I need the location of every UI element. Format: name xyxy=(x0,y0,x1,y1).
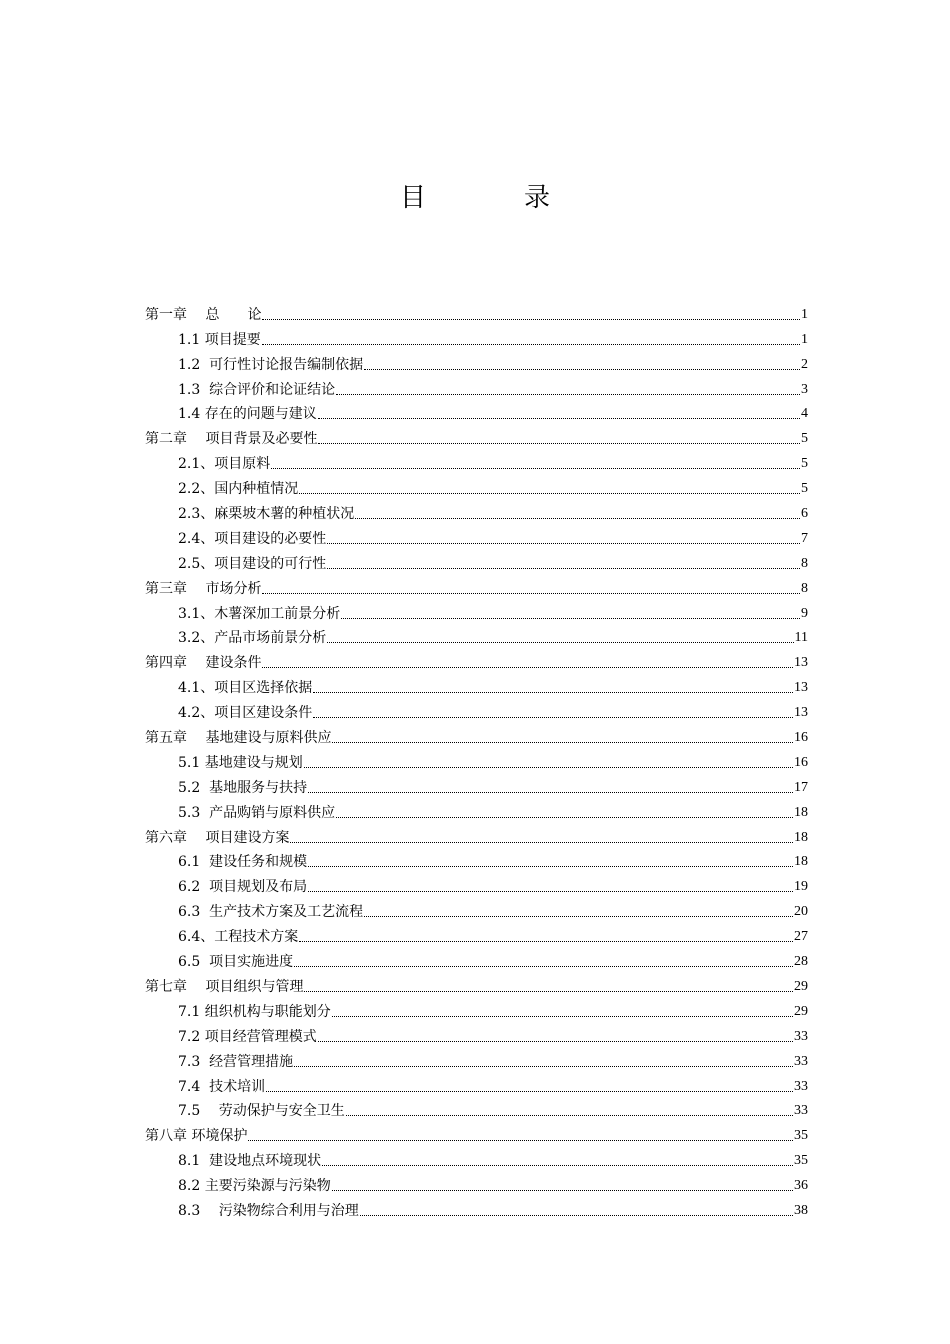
toc-section-entry[interactable] xyxy=(145,399,808,424)
toc-section-entry[interactable] xyxy=(145,797,808,822)
toc-page-number: 1 xyxy=(801,331,808,347)
toc-page-number: 2 xyxy=(801,356,808,372)
toc-entry-label: 5.1 基地建设与规划 xyxy=(178,754,303,771)
dot-leader xyxy=(346,1114,793,1116)
table-of-contents xyxy=(145,299,808,1220)
toc-section-entry[interactable] xyxy=(145,523,808,548)
toc-page-number: 35 xyxy=(794,1128,808,1144)
toc-entry-label: 2.3、麻栗坡木薯的种植状况 xyxy=(178,506,355,523)
toc-entry-label: 2.4、项目建设的必要性 xyxy=(178,530,327,547)
toc-entry-label: 4.2、项目区建设条件 xyxy=(178,705,313,722)
toc-page-number: 7 xyxy=(801,530,808,546)
toc-section-entry[interactable] xyxy=(145,1145,808,1170)
dot-leader xyxy=(304,990,793,992)
dot-leader xyxy=(336,816,793,818)
toc-entry-label: 第八章 环境保护 xyxy=(145,1128,248,1145)
toc-entry-label: 5.2 基地服务与扶持 xyxy=(178,779,308,796)
toc-chapter-entry[interactable] xyxy=(145,971,808,996)
toc-page-number: 8 xyxy=(801,580,808,596)
dot-leader xyxy=(327,641,793,643)
toc-entry-label: 1.1 项目提要 xyxy=(178,331,261,348)
dot-leader xyxy=(299,940,793,942)
toc-entry-label: 8.2 主要污染源与污染物 xyxy=(178,1178,331,1195)
dot-leader xyxy=(262,343,800,345)
dot-leader xyxy=(308,791,793,793)
dot-leader xyxy=(266,1090,793,1092)
toc-entry-label: 2.2、国内种植情况 xyxy=(178,481,299,498)
toc-entry-label: 6.4、工程技术方案 xyxy=(178,929,299,946)
toc-page-number: 5 xyxy=(801,431,808,447)
page-title: 目 录 xyxy=(399,183,586,213)
toc-section-entry[interactable] xyxy=(145,324,808,349)
toc-page-number: 4 xyxy=(801,406,808,422)
dot-leader xyxy=(262,318,800,320)
toc-entry-label: 第五章 基地建设与原料供应 xyxy=(145,730,332,747)
toc-section-entry[interactable] xyxy=(145,1096,808,1121)
dot-leader xyxy=(360,1214,793,1216)
toc-section-entry[interactable] xyxy=(145,896,808,921)
dot-leader xyxy=(322,1164,793,1166)
dot-leader xyxy=(299,492,800,494)
toc-page-number: 13 xyxy=(794,655,808,671)
dot-leader xyxy=(336,393,800,395)
toc-entry-label: 2.1、项目原料 xyxy=(178,456,271,473)
dot-leader xyxy=(304,766,793,768)
dot-leader xyxy=(271,467,800,469)
toc-entry-label: 3.1、木薯深加工前景分析 xyxy=(178,605,341,622)
toc-entry-label: 1.3 综合评价和论证结论 xyxy=(178,381,336,398)
toc-page-number: 36 xyxy=(794,1178,808,1194)
toc-page-number: 3 xyxy=(801,381,808,397)
dot-leader xyxy=(318,417,800,419)
toc-chapter-entry[interactable] xyxy=(145,647,808,672)
toc-section-entry[interactable] xyxy=(145,921,808,946)
toc-page-number: 18 xyxy=(794,829,808,845)
dot-leader xyxy=(308,890,793,892)
toc-chapter-entry[interactable] xyxy=(145,822,808,847)
toc-entry-label: 第六章 项目建设方案 xyxy=(145,829,290,846)
toc-page-number: 28 xyxy=(794,954,808,970)
toc-page-number: 38 xyxy=(794,1202,808,1218)
dot-leader xyxy=(248,1139,793,1141)
toc-section-entry[interactable] xyxy=(145,1170,808,1195)
toc-section-entry[interactable] xyxy=(145,672,808,697)
toc-entry-label: 4.1、项目区选择依据 xyxy=(178,680,313,697)
toc-entry-label: 第四章 建设条件 xyxy=(145,655,262,672)
toc-entry-label: 7.2 项目经营管理模式 xyxy=(178,1028,317,1045)
toc-entry-label: 6.2 项目规划及布局 xyxy=(178,879,308,896)
dot-leader xyxy=(262,666,793,668)
toc-page-number: 18 xyxy=(794,854,808,870)
toc-page-number: 16 xyxy=(794,754,808,770)
dot-leader xyxy=(332,1015,793,1017)
toc-page-number: 8 xyxy=(801,555,808,571)
dot-leader xyxy=(355,517,800,519)
toc-page-number: 35 xyxy=(794,1153,808,1169)
dot-leader xyxy=(318,1040,793,1042)
toc-page-number: 29 xyxy=(794,978,808,994)
toc-entry-label: 2.5、项目建设的可行性 xyxy=(178,555,327,572)
toc-section-entry[interactable] xyxy=(145,448,808,473)
dot-leader xyxy=(364,368,800,370)
dot-leader xyxy=(294,965,793,967)
dot-leader xyxy=(308,865,793,867)
dot-leader xyxy=(262,592,800,594)
toc-page-number: 5 xyxy=(801,481,808,497)
dot-leader xyxy=(290,841,793,843)
dot-leader xyxy=(327,542,800,544)
toc-page-number: 11 xyxy=(794,630,808,646)
toc-entry-label: 6.5 项目实施进度 xyxy=(178,954,294,971)
dot-leader xyxy=(313,691,793,693)
dot-leader xyxy=(332,741,793,743)
dot-leader xyxy=(294,1065,793,1067)
toc-chapter-entry[interactable] xyxy=(145,722,808,747)
toc-entry-label: 7.1 组织机构与职能划分 xyxy=(178,1003,331,1020)
toc-entry-label: 6.1 建设任务和规模 xyxy=(178,854,308,871)
toc-entry-label: 5.3 产品购销与原料供应 xyxy=(178,804,336,821)
toc-chapter-entry[interactable] xyxy=(145,573,808,598)
toc-entry-label: 1.4 存在的问题与建议 xyxy=(178,406,317,423)
toc-entry-label: 7.5 劳动保护与安全卫生 xyxy=(178,1103,345,1120)
dot-leader xyxy=(341,617,800,619)
toc-page-number: 13 xyxy=(794,705,808,721)
toc-page-number: 13 xyxy=(794,680,808,696)
toc-page-number: 33 xyxy=(794,1028,808,1044)
toc-section-entry[interactable] xyxy=(145,996,808,1021)
toc-chapter-entry[interactable] xyxy=(145,299,808,324)
toc-page-number: 33 xyxy=(794,1078,808,1094)
toc-page-number: 20 xyxy=(794,904,808,920)
toc-section-entry[interactable] xyxy=(145,473,808,498)
toc-page-number: 18 xyxy=(794,804,808,820)
toc-entry-label: 3.2、产品市场前景分析 xyxy=(178,630,327,647)
toc-entry-label: 第二章 项目背景及必要性 xyxy=(145,431,318,448)
toc-section-entry[interactable] xyxy=(145,871,808,896)
toc-section-entry[interactable] xyxy=(145,697,808,722)
toc-section-entry[interactable] xyxy=(145,1046,808,1071)
toc-entry-label: 1.2 可行性讨论报告编制依据 xyxy=(178,356,364,373)
toc-section-entry[interactable] xyxy=(145,772,808,797)
toc-page-number: 33 xyxy=(794,1053,808,1069)
toc-page-number: 17 xyxy=(794,779,808,795)
dot-leader xyxy=(318,442,800,444)
dot-leader xyxy=(332,1189,793,1191)
toc-page-number: 5 xyxy=(801,456,808,472)
toc-section-entry[interactable] xyxy=(145,1071,808,1096)
toc-entry-label: 第一章 总 论 xyxy=(145,306,262,323)
toc-chapter-entry[interactable] xyxy=(145,423,808,448)
toc-section-entry[interactable] xyxy=(145,349,808,374)
toc-section-entry[interactable] xyxy=(145,598,808,623)
toc-entry-label: 7.4 技术培训 xyxy=(178,1078,266,1095)
toc-section-entry[interactable] xyxy=(145,498,808,523)
dot-leader xyxy=(313,716,793,718)
toc-section-entry[interactable] xyxy=(145,847,808,872)
toc-page-number: 29 xyxy=(794,1003,808,1019)
toc-page-number: 27 xyxy=(794,929,808,945)
dot-leader xyxy=(364,915,793,917)
toc-section-entry[interactable] xyxy=(145,623,808,648)
toc-section-entry[interactable] xyxy=(145,1021,808,1046)
toc-section-entry[interactable] xyxy=(145,1195,808,1220)
toc-page-number: 9 xyxy=(801,605,808,621)
toc-chapter-entry[interactable] xyxy=(145,1120,808,1145)
toc-entry-label: 第七章 项目组织与管理 xyxy=(145,978,304,995)
toc-page-number: 19 xyxy=(794,879,808,895)
toc-section-entry[interactable] xyxy=(145,946,808,971)
toc-entry-label: 8.1 建设地点环境现状 xyxy=(178,1153,322,1170)
toc-entry-label: 第三章 市场分析 xyxy=(145,580,262,597)
toc-page-number: 33 xyxy=(794,1103,808,1119)
toc-section-entry[interactable] xyxy=(145,747,808,772)
toc-entry-label: 6.3 生产技术方案及工艺流程 xyxy=(178,904,364,921)
toc-section-entry[interactable] xyxy=(145,374,808,399)
toc-page-number: 6 xyxy=(801,506,808,522)
toc-page-number: 1 xyxy=(801,306,808,322)
toc-page-number: 16 xyxy=(794,730,808,746)
toc-entry-label: 7.3 经营管理措施 xyxy=(178,1053,294,1070)
toc-section-entry[interactable] xyxy=(145,548,808,573)
dot-leader xyxy=(327,567,800,569)
toc-entry-label: 8.3 污染物综合利用与治理 xyxy=(178,1202,359,1219)
